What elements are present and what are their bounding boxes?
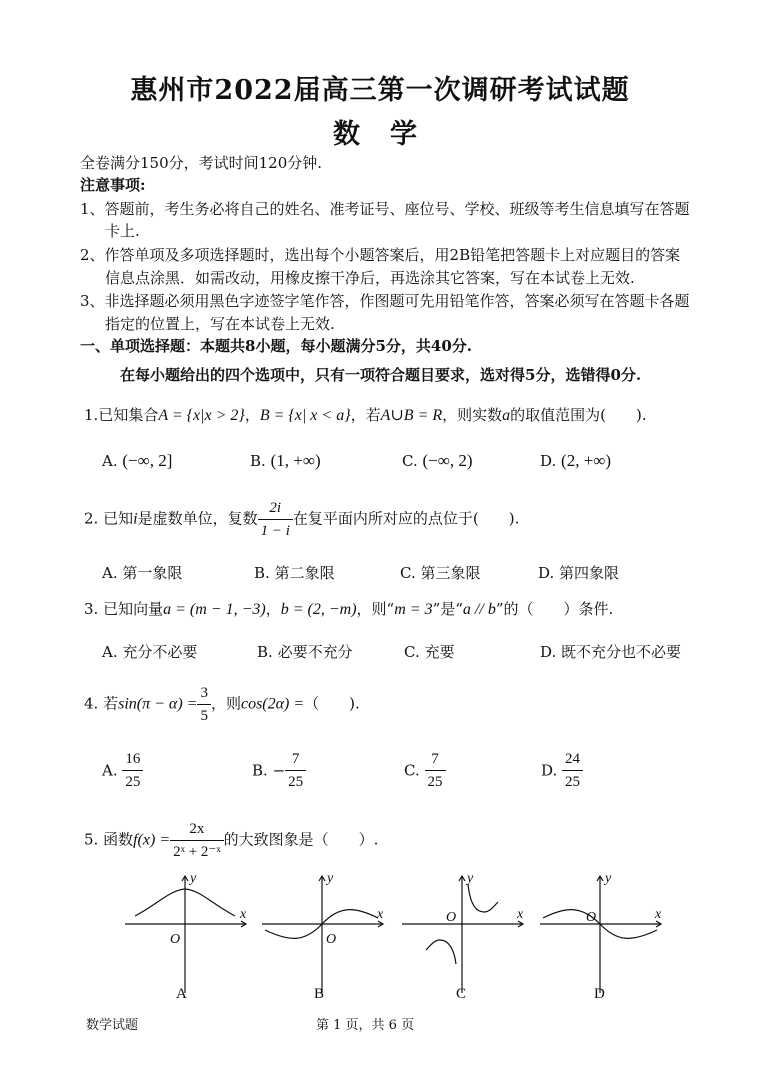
q1-number: 1. (84, 406, 99, 424)
q1-variable: a (502, 407, 511, 424)
notice-3-line1: 3、非选择题必须用黑色字迹签字笔作答，作图题可先用铅笔作答，答案必须写在答题卡各题 (80, 292, 690, 310)
q2-option-c: C. 第三象限 (400, 564, 481, 582)
question-4 (84, 682, 360, 727)
notice-1-line1: 1、答题前，考生务必将自己的姓名、准考证号、座位号、学校、班级等考生信息填写在答题 (80, 200, 690, 218)
graph-d-origin: O (586, 910, 597, 925)
q2-mid: 是虚数单位，复数 (137, 509, 258, 528)
footer-left: 数学试题 (86, 1018, 139, 1033)
q3-option-d: D. 既不充分也不必要 (540, 643, 682, 661)
notice-2-line1: 2、作答单项及多项选择题时，选出每个小题答案后，用2B铅笔把答题卡上对应题目的答案 (80, 246, 681, 264)
q1-option-b: B. (1, +∞) (250, 451, 321, 470)
q3-vector-a: a = (m − 1, −3) (163, 601, 266, 618)
graph-label-a: A (176, 986, 187, 1002)
q3-mid: ，则“ (356, 600, 395, 618)
q1-option-a: A. (−∞, 2] (102, 451, 173, 470)
q2-option-a: A. 第一象限 (102, 564, 183, 582)
graph-c-origin: O (446, 910, 457, 925)
q4-fraction: $\frac{3}{5}$ (197, 682, 211, 727)
q2-tail: 在复平面内所对应的点位于( ). (292, 509, 520, 528)
graph-label-b: B (314, 986, 325, 1002)
q2-number: 2. (84, 509, 99, 528)
q1-condition: A∪B = R (380, 407, 443, 424)
notice-2-line2: 信息点涂黑．如需改动，用橡皮擦干净后，再选涂其它答案，写在本试卷上无效. (105, 269, 635, 287)
graph-b-y-label: y (327, 871, 334, 886)
q3-option-a: A. 充分不必要 (102, 643, 198, 661)
q3-option-c: C. 充要 (404, 643, 455, 661)
graph-a-origin: O (170, 932, 181, 947)
notice-heading: 注意事项: (80, 176, 146, 194)
q4-number: 4. (84, 694, 99, 713)
graph-c (402, 876, 523, 993)
graph-d-x-label: x (655, 907, 662, 922)
q3-mid2: ”是“ (432, 600, 463, 618)
graph-a-x-label: x (240, 907, 247, 922)
graph-c-y-label: y (467, 871, 474, 886)
section1-heading: 一、单项选择题：本题共8小题，每小题满分5分，共40分. (80, 337, 472, 355)
q1-set-b: B = {x| x < a} (259, 407, 351, 424)
q1-option-c: C. (−∞, 2) (402, 451, 473, 470)
q5-pre: 函数 (103, 830, 134, 849)
exam-title: 惠州市2022届高三第一次调研考试试题 (130, 75, 630, 106)
graph-d-y-label: y (605, 871, 612, 886)
question-3 (84, 598, 613, 621)
q2-variable: i (133, 510, 138, 528)
question-1 (84, 404, 647, 427)
q3-tail: ”的（ ）条件. (495, 600, 614, 618)
q5-number: 5. (84, 830, 99, 849)
graph-b-x-label: x (377, 907, 384, 922)
subject-title: 数学 (333, 119, 447, 150)
q3-cond-2: a // b (462, 601, 496, 618)
q1-tail: 的取值范围为( ). (510, 406, 647, 424)
notice-1-line2: 卡上. (105, 222, 140, 240)
q2-option-b: B. 第二象限 (254, 564, 335, 582)
q4-option-c: C. $\frac{7}{25}$ (404, 748, 446, 793)
graph-label-d: D (594, 986, 605, 1002)
q4-mid: ，则 (210, 694, 241, 713)
q1-option-d: D. (2, +∞) (540, 451, 612, 470)
graph-label-c: C (456, 986, 467, 1002)
graph-d (540, 876, 661, 993)
q3-number: 3. (84, 600, 99, 618)
q3-pre: 已知向量 (103, 600, 164, 618)
q1-set-a: A = {x|x > 2} (158, 407, 245, 424)
question-5 (84, 818, 378, 863)
q4-pre: 若 (103, 694, 119, 713)
q1-pre: 已知集合 (98, 406, 159, 424)
footer-page-number: 第 1 页，共 6 页 (316, 1018, 415, 1033)
q5-tail: 的大致图象是（ ）. (223, 830, 379, 849)
q2-fraction: $\frac{2i}{1 - i}$ (258, 497, 293, 542)
graph-c-x-label: x (517, 907, 524, 922)
q3-cond-1: m = 3 (394, 601, 433, 618)
q1-post: ，则实数 (442, 406, 503, 424)
q4-option-d: D. $\frac{24}{25}$ (541, 748, 583, 793)
q1-mid: ，若 (350, 406, 381, 424)
graph-b-origin: O (326, 932, 337, 947)
q4-tail: （ ). (304, 694, 360, 713)
q5-fraction: $\frac{2x}{\text{2ˣ + 2⁻ˣ}}$ (170, 818, 224, 863)
q4-lhs: sin(π − α) = (118, 695, 198, 713)
question-2 (84, 497, 519, 542)
q3-sep: ， (265, 600, 281, 618)
q4-option-b: B. − $\frac{7}{25}$ (252, 748, 306, 793)
q3-vector-b: b = (2, −m) (280, 601, 357, 618)
q5-graphs (0, 868, 760, 1008)
q4-rhs: cos(2α) = (240, 695, 305, 713)
notice-3-line2: 指定的位置上，写在本试卷上无效. (105, 315, 335, 333)
q3-option-b: B. 必要不充分 (257, 643, 353, 661)
q2-pre: 已知 (103, 509, 134, 528)
graph-a (125, 876, 246, 993)
q4-option-a: A. $\frac{16}{25}$ (102, 748, 143, 793)
section1-rule: 在每小题给出的四个选项中，只有一项符合题目要求，选对得5分，选错得0分. (120, 366, 642, 384)
graph-b (262, 876, 383, 993)
q2-option-d: D. 第四象限 (538, 564, 620, 582)
exam-intro: 全卷满分150分，考试时间120分钟. (80, 154, 323, 172)
q5-function: f(x) = (133, 831, 171, 849)
graph-a-y-label: y (190, 871, 197, 886)
q1-sep: ， (244, 406, 260, 424)
